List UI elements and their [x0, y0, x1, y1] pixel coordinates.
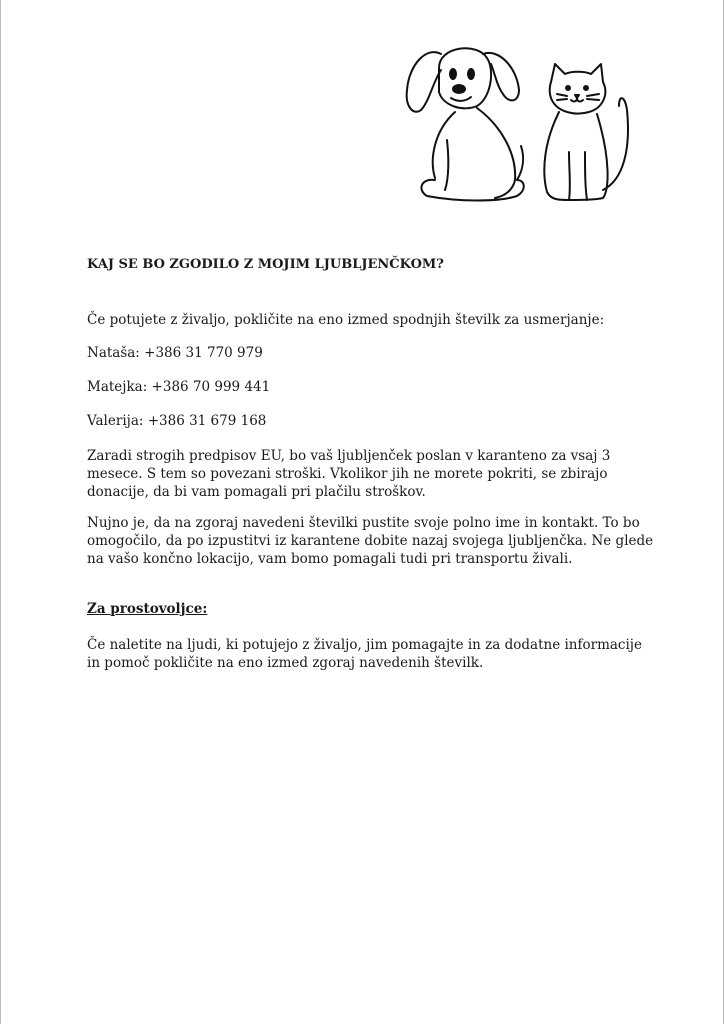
- quarantine-paragraph: Zaradi strogih predpisov EU, bo vaš ljubljenček poslan v karanteno za vsaj 3 mesece. S tem so povezani stroški. Vkolikor jih ne morete pokriti, se zbirajo donacije, da bi vam pomagali pri plačilu stroškov.: [87, 448, 611, 500]
- pets-illustration: [399, 40, 639, 218]
- volunteers-heading: Za prostovoljce:: [87, 601, 208, 617]
- contact-matejka: Matejka: +386 70 999 441: [87, 379, 271, 395]
- dog-icon: [407, 48, 524, 200]
- contact-natasa: Nataša: +386 31 770 979: [87, 345, 263, 361]
- volunteers-text: Če naletite na ljudi, ki potujejo z živaljo, jim pomagajte in za dodatne informacije in pomoč pokličite na eno izmed zgoraj navedenih številk.: [87, 637, 642, 671]
- intro-text: Če potujete z živaljo, pokličite na eno izmed spodnjih številk za usmerjanje:: [87, 312, 605, 328]
- document-heading: KAJ SE BO ZGODILO Z MOJIM LJUBLJENČKOM?: [87, 257, 444, 272]
- contact-valerija: Valerija: +386 31 679 168: [87, 413, 267, 429]
- cat-icon: [544, 64, 628, 200]
- contact-paragraph: Nujno je, da na zgoraj navedeni številki pustite svoje polno ime in kontakt. To bo omogočilo, da po izpustitvi iz karantene dobite nazaj svojega ljubljenčka. Ne glede na vašo končno lokacijo, vam bomo pomagali tudi pri transportu živali.: [87, 515, 654, 567]
